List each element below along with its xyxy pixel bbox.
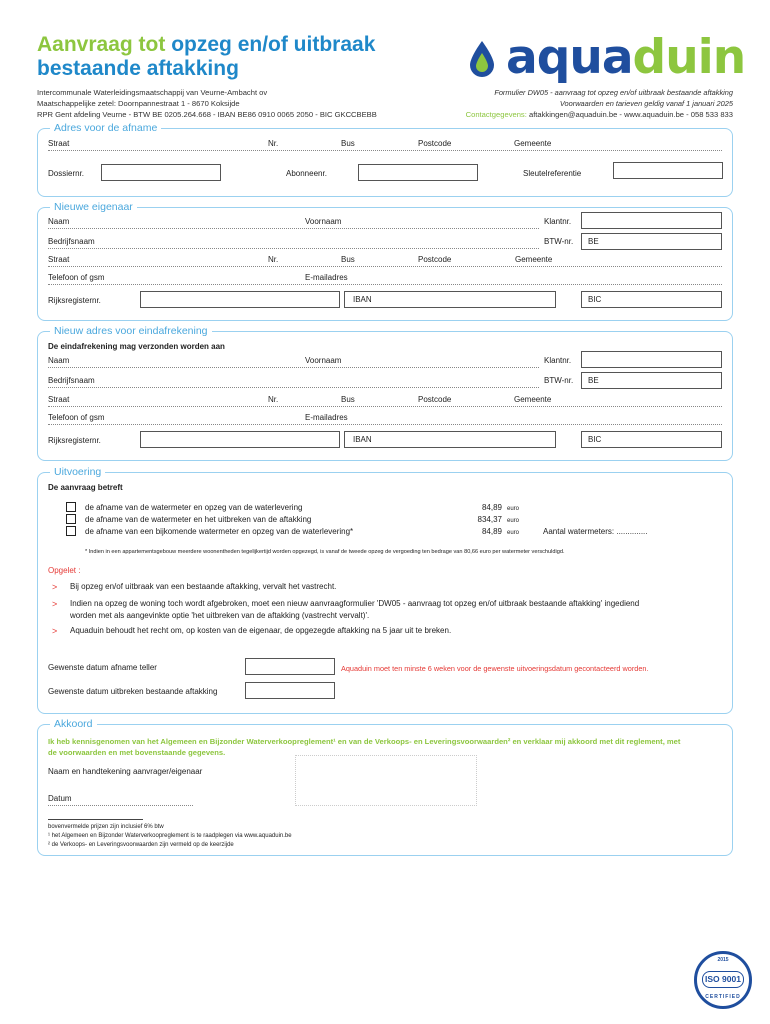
label-bus: Bus [341,139,355,148]
logo-duin: duin [632,30,746,85]
label-klantnr: Klantnr. [544,356,572,365]
bullet-arrow-1: > [52,582,58,592]
label-bus: Bus [341,395,355,404]
option-2-price: 834,37 [477,515,502,524]
bullet-arrow-3: > [52,626,58,636]
aquaduin-logo [468,30,746,87]
akkoord-text-1: Ik heb kennisgenomen van het Algemeen en Bijzonder Waterverkoopreglement¹ en van de Verkoops- en Leveringsvoorwaarden² en verklaar mij akkoord met dit reglement, met [48,737,681,746]
input-line-telefoon[interactable] [48,424,722,425]
label-nr: Nr. [268,395,279,404]
label-straat: Straat [48,255,70,264]
label-naam-handtekening: Naam en handtekening aanvrager/eigenaar [48,767,203,776]
input-line-bedrijfsnaam[interactable] [48,248,539,249]
label-email: E-mailadres [305,273,348,282]
option-2-unit: euro [507,518,520,524]
input-line-naam[interactable] [48,367,539,368]
label-bus: Bus [341,255,355,264]
akkoord-text-2: de voorwaarden en met bovenstaande gegevens. [48,748,226,757]
iban-field[interactable] [344,291,556,308]
input-line-telefoon[interactable] [48,284,722,285]
label-nr: Nr. [268,139,279,148]
signature-field[interactable] [295,755,477,806]
contact-value: aftakkingen@aquaduin.be - www.aquaduin.be - 058 533 833 [528,110,733,119]
opgelet-bullet-2b: worden met als aangevinkte optie 'het uitbreken van de aftakking (vastrecht vervalt)'. [70,611,370,620]
label-telefoon: Telefoon of gsm [48,273,105,282]
label-btwnr: BTW-nr. [544,237,574,246]
title-green: Aanvraag tot [37,33,166,56]
section-title-akkoord: Akkoord [50,717,97,731]
bic-label: BIC [588,295,602,304]
eindafrekening-subtitle: De eindafrekening mag verzonden worden aan [48,342,225,351]
iso-9001-badge [694,951,752,1009]
footnote-divider [48,819,143,820]
opgelet-bullet-2a: Indien na opzeg de woning toch wordt afgebroken, moet een nieuw aanvraagformulier 'DW05 - aanvraag tot opzeg en/of uitbraak bestaande aftakking' ingediend [70,599,640,608]
opgelet-label: Opgelet : [48,566,81,575]
title-blue: opzeg en/of uitbraak [165,33,376,56]
option-2-label: de afname van de watermeter en het uitbreken van de aftakking [85,515,312,524]
datum-input-line[interactable] [48,805,193,806]
input-line-naam[interactable] [48,228,539,229]
iso-text: ISO 9001 [702,971,744,988]
bic-label: BIC [588,435,602,444]
section-akkoord [37,718,733,856]
label-telefoon: Telefoon of gsm [48,413,105,422]
option-2-checkbox[interactable] [66,514,76,524]
option-3-label: de afname van een bijkomende watermeter en opzeg van de waterlevering* [85,527,354,536]
bic-field[interactable] [581,291,722,308]
section-adres [37,122,733,197]
datum-afname-field[interactable] [245,658,335,675]
iban-field[interactable] [344,431,556,448]
label-rijksregister: Rijksregisternr. [48,296,101,305]
label-gemeente: Gemeente [514,395,552,404]
company-info [37,87,377,120]
label-btwnr: BTW-nr. [544,376,574,385]
label-dossiernr: Dossiernr. [48,169,85,178]
footnote-btw: bovenvermelde prijzen zijn inclusief 6% btw [48,824,164,830]
abonneenr-field[interactable] [358,164,478,181]
btwnr-field[interactable] [581,233,722,250]
label-klantnr: Klantnr. [544,217,572,226]
datum-warning: Aquaduin moet ten minste 6 weken voor de gewenste uitvoeringsdatum gecontacteerd worden. [341,664,649,673]
option-1-price: 84,89 [481,503,502,512]
label-voornaam: Voornaam [305,217,342,226]
section-uitvoering [37,466,733,714]
iban-label: IBAN [353,435,372,444]
contact-label: Contactgegevens: [465,110,527,119]
label-sleutel: Sleutelreferentie [523,169,582,178]
aantal-watermeters[interactable]: Aantal watermeters: .............. [543,527,648,536]
input-line-bedrijfsnaam[interactable] [48,387,539,388]
form-reference [403,87,733,109]
datum-uitbreken-field[interactable] [245,682,335,699]
label-datum-afname: Gewenste datum afname teller [48,663,157,672]
title-line2: bestaande aftakking [37,57,239,80]
label-naam: Naam [48,356,70,365]
form-ref-line1: Formulier DW05 - aanvraag tot opzeg en/of uitbraak bestaande aftakking [494,88,733,97]
option-1-label: de afname van de watermeter en opzeg van de waterlevering [85,503,303,512]
label-datum-uitbreken: Gewenste datum uitbreken bestaande aftakking [48,687,218,696]
opgelet-bullet-1: Bij opzeg en/of uitbraak van een bestaande aftakking, vervalt het vastrecht. [70,582,337,591]
section-title-eigenaar: Nieuwe eigenaar [50,200,137,214]
dossiernr-field[interactable] [101,164,221,181]
label-postcode: Postcode [418,395,452,404]
company-line3: RPR Gent afdeling Veurne - BTW BE 0205.264.668 - IBAN BE86 0910 0065 2050 - BIC GKCCBEBB [37,110,377,119]
section-eigenaar [37,201,733,321]
rijksregister-field[interactable] [140,291,340,308]
label-rijksregister: Rijksregisternr. [48,436,101,445]
input-line-straat[interactable] [48,266,722,267]
btw-prefix: BE [588,376,599,385]
label-straat: Straat [48,139,70,148]
label-nr: Nr. [268,255,279,264]
label-naam: Naam [48,217,70,226]
company-line2: Maatschappelijke zetel: Doornpannestraat 1 - 8670 Koksijde [37,99,240,108]
form-ref-line2: Voorwaarden en tarieven geldig vanaf 1 januari 2025 [559,99,733,108]
bic-field[interactable] [581,431,722,448]
klantnr-field[interactable] [581,351,722,368]
label-abonneenr: Abonneenr. [286,169,327,178]
label-gemeente: Gemeente [515,255,553,264]
label-datum: Datum [48,794,72,803]
label-postcode: Postcode [418,139,452,148]
section-title-eindafrekening: Nieuw adres voor eindafrekening [50,324,212,338]
label-voornaam: Voornaam [305,356,342,365]
klantnr-field[interactable] [581,212,722,229]
input-line-straat[interactable] [48,406,722,407]
label-bedrijfsnaam: Bedrijfsnaam [48,376,95,385]
option-3-checkbox[interactable] [66,526,76,536]
label-bedrijfsnaam: Bedrijfsnaam [48,237,95,246]
btw-prefix: BE [588,237,599,246]
sleutel-field[interactable] [613,162,723,179]
section-eindafrekening [37,325,733,461]
input-line-straat[interactable] [48,150,722,151]
uitvoering-footnote: * Indien in een appartementsgebouw meerdere woonentheden tegelijkertijd worden opgezegd, is vanaf de tweede opzeg de vergoeding ten bedrage van 80,66 euro per watermeter verschuldigd. [85,549,565,555]
company-line1: Intercommunale Waterleidingsmaatschappij van Veurne-Ambacht ov [37,88,268,97]
section-title-uitvoering: Uitvoering [50,465,105,479]
label-gemeente: Gemeente [514,139,552,148]
rijksregister-field[interactable] [140,431,340,448]
label-email: E-mailadres [305,413,348,422]
logo-aqua: aqua [506,30,633,85]
iso-year: 2015 [717,957,729,963]
iso-certified: CERTIFIED [705,994,741,1000]
bullet-arrow-2: > [52,599,58,609]
opgelet-bullet-3: Aquaduin behoudt het recht om, op kosten van de eigenaar, de opgezegde aftakking na 5 jaar uit te breken. [70,626,452,635]
option-3-unit: euro [507,530,520,536]
water-drop-icon [468,39,496,79]
footnote-2: ² de Verkoops- en Leveringsvoorwaarden zijn vermeld op de keerzijde [48,842,234,848]
page-title [37,33,375,81]
btwnr-field[interactable] [581,372,722,389]
option-3-price: 84,89 [481,527,502,536]
option-1-checkbox[interactable] [66,502,76,512]
footnote-1: ¹ het Algemeen en Bijzonder Waterverkoopreglement is te raadplegen via www.aquaduin.be [48,833,292,839]
section-title-adres: Adres voor de afname [50,121,161,135]
uitvoering-subtitle: De aanvraag betreft [48,483,123,492]
contact-info [466,109,733,120]
iban-label: IBAN [353,295,372,304]
label-straat: Straat [48,395,70,404]
option-1-unit: euro [507,506,520,512]
label-postcode: Postcode [418,255,452,264]
